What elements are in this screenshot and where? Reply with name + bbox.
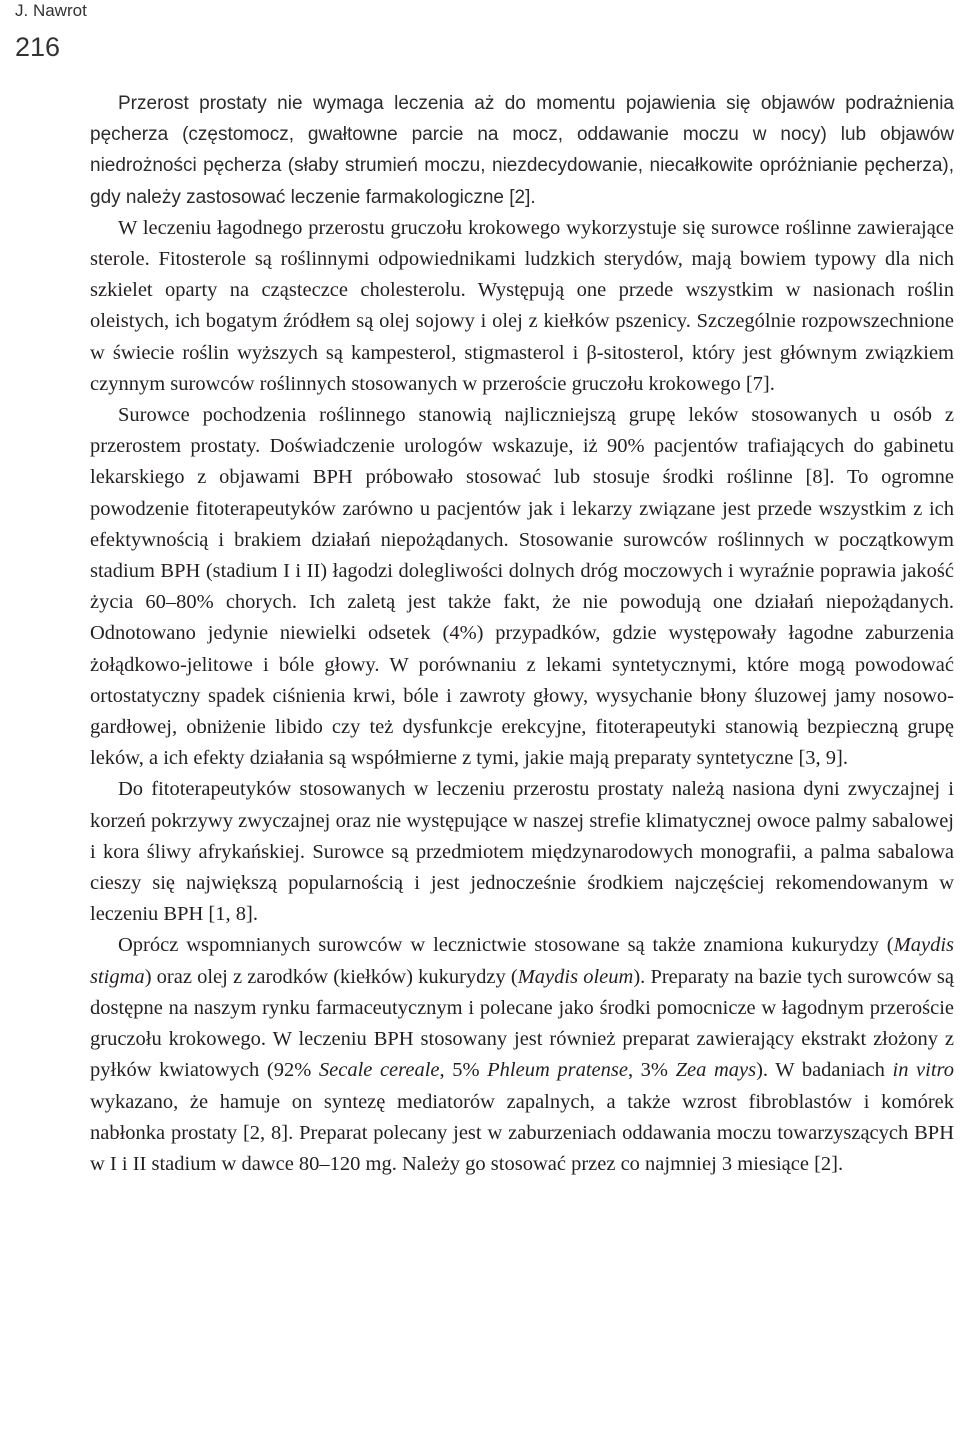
paragraph-5-text-7: wykazano, że hamuje on syntezę mediatorów zapalnych, a także wzrost fibroblastów i komórek nabłonka prostaty [2, 8]. Preparat polecany jest w zaburzeniach oddawania moczu towarzyszących BPH w I i II stadium w dawce 80–120 mg. Należy go stosować przez co najmniej 3 miesiące [2]. <box>90 1090 954 1175</box>
paragraph-3: Surowce pochodzenia roślinnego stanowią najliczniejszą grupę leków stosowanych u osób z przerostem prostaty. Doświadczenie urologów wskazuje, iż 90% pacjentów trafiających do gabinetu lekarskiego z objawami BPH próbowało stosować lub stosuje środki roślinne [8]. To ogromne powodzenie fitoterapeutyków zarówno u pacjentów jak i lekarzy związane jest przede wszystkim z ich efektywnością i brakiem działań niepożądanych. Stosowanie surowców roślinnych w początkowym stadium BPH (stadium I i II) łagodzi dolegliwości dolnych dróg moczowych i wyraźnie poprawia jakość życia 60–80% chorych. Ich zaletą jest także fakt, że nie powodują one działań niepożądanych. Odnotowano jedynie niewielki odsetek (4%) przypadków, gdzie występowały łagodne zaburzenia żołądkowo-jelitowe i bóle głowy. W porównaniu z lekami syntetycznymi, które mogą powodować ortostatyczny spadek ciśnienia krwi, bóle i zawroty głowy, wysychanie błony śluzowej jamy nosowo-gardłowej, obniżenie libido czy też dysfunkcje erekcyjne, fitoterapeutyki stanowią bezpieczną grupę leków, a ich efekty działania są współmierne z tymi, jakie mają preparaty syntetyczne [3, 9]. <box>90 404 954 770</box>
paragraph-2-text: W leczeniu łagodnego przerostu gruczołu krokowego wykorzystuje się surowce roślinne zawierające sterole. Fitosterole są roślinnymi odpowiednikami ludzkich sterydów, mają bowiem typowy dla nich szkielet oparty na cząsteczce cholesterolu. Występują one przede wszystkim w nasionach roślin oleistych, ich bogatym źródłem są olej sojowy i olej z kiełków pszenicy. Szczególnie rozpowszechnione w świecie roślin wyższych są kampesterol, stigmasterol i β-sitosterol, który jest głównym związkiem czynnym surowców roślinnych stosowanych w przeroście gruczołu krokowego [7]. <box>90 216 954 395</box>
paragraph-5-text-5: , 3% <box>627 1059 676 1082</box>
article-body <box>90 88 954 1180</box>
paragraph-5 <box>90 930 954 1180</box>
latin-name-maydis-oleum: Maydis oleum <box>517 965 634 988</box>
paragraph-5-text-2: ) oraz olej z zarodków (kiełków) kukurydzy ( <box>144 965 518 988</box>
latin-name-maydis-stigma: Maydis stigma <box>90 934 954 988</box>
paragraph-2 <box>90 213 954 400</box>
paragraph-5-text-6: ). W badaniach <box>756 1059 893 1082</box>
latin-name-phleum-pratense: Phleum pratense <box>487 1059 628 1082</box>
running-head: J. Nawrot <box>15 1 87 20</box>
paragraph-4: Do fitoterapeutyków stosowanych w leczeniu przerostu prostaty należą nasiona dyni zwyczajnej i korzeń pokrzywy zwyczajnej oraz nie występujące w naszej strefie klimatycznej owoce palmy sabalowej i kora śliwy afrykańskiej. Surowce są przedmiotem międzynarodowych monografii, a palma sabalowa cieszy się największą popularnością i jest jednocześnie środkiem najczęściej rekomendowanym w leczeniu BPH [1, 8]. <box>90 778 954 926</box>
page-number: 216 <box>15 32 61 62</box>
paragraph-5-text-1: Oprócz wspomnianych surowców w lecznictwie stosowane są także znamiona kukurydzy ( <box>118 934 894 957</box>
latin-name-secale-cereale: Secale cereale <box>318 1059 440 1082</box>
paragraph-5-text-4: , 5% <box>439 1059 488 1082</box>
paragraph-5-text-3: ). Preparaty na bazie tych surowców są dostępne na naszym rynku farmaceutycznym i polecane jako środki pomocnicze w łagodnym przeroście gruczołu krokowego. W leczeniu BPH stosowany jest również preparat zawierający ekstrakt złożony z pyłków kwiatowych (92% <box>90 965 954 1082</box>
paragraph-1-text: Przerost prostaty nie wymaga leczenia aż do momentu pojawienia się objawów podrażnienia pęcherza (częstomocz, gwałtowne parcie na mocz, oddawanie moczu w nocy) lub objawów niedrożności pęcherza (słaby strumień moczu, niezdecydowanie, niecałkowite opróżnianie pęcherza), gdy należy zastosować leczenie farmakologiczne [2]. <box>90 93 954 208</box>
latin-name-zea-mays: Zea mays <box>675 1059 757 1082</box>
paragraph-1 <box>90 88 954 213</box>
term-in-vitro: in vitro <box>892 1059 955 1082</box>
